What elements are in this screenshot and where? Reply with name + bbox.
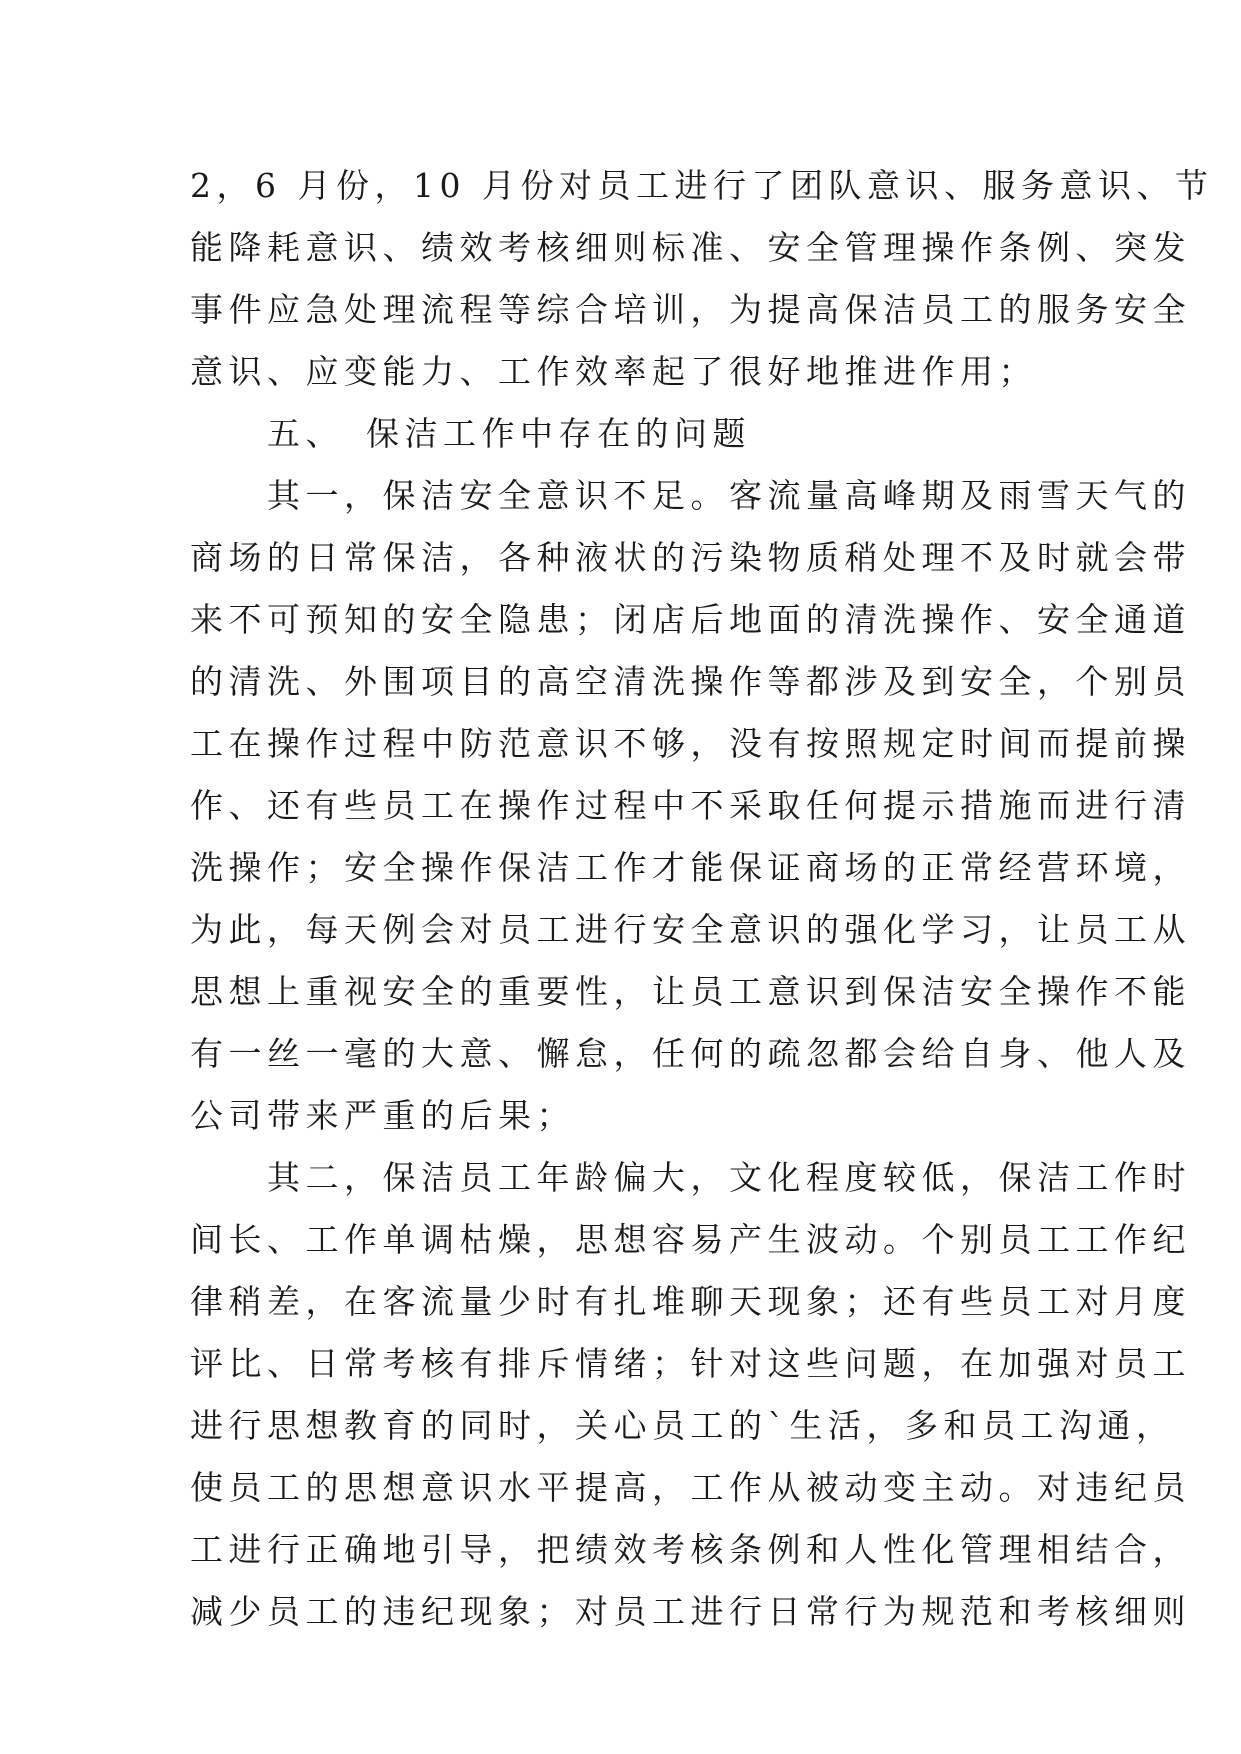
text-line: 意识、应变能力、工作效率起了很好地推进作用； [190, 352, 1037, 391]
text-line: 洗操作；安全操作保洁工作才能保证商场的正常经营环境， [190, 848, 1191, 887]
text-line: 减少员工的违纪现象；对员工进行日常行为规范和考核细则 [190, 1592, 1191, 1631]
text-line: 使员工的思想意识水平提高，工作从被动变主动。对违纪员 [190, 1468, 1191, 1507]
text-line: 公司带来严重的后果； [190, 1096, 575, 1135]
text-line: 作、还有些员工在操作过程中不采取任何提示措施而进行清 [190, 786, 1191, 825]
text-line: 进行思想教育的同时，关心员工的`生活，多和员工沟通， [190, 1406, 1175, 1445]
text-line: 思想上重视安全的重要性，让员工意识到保洁安全操作不能 [190, 972, 1191, 1011]
text-line: 工进行正确地引导，把绩效考核条例和人性化管理相结合， [190, 1530, 1191, 1569]
text-line: 评比、日常考核有排斥情绪；针对这些问题，在加强对员工 [190, 1344, 1191, 1383]
text-line: 其二，保洁员工年龄偏大，文化程度较低，保洁工作时 [190, 1158, 1191, 1197]
text-line: 事件应急处理流程等综合培训，为提高保洁员工的服务安全 [190, 290, 1191, 329]
text-line: 其一，保洁安全意识不足。客流量高峰期及雨雪天气的 [190, 476, 1191, 515]
text-line: 律稍差，在客流量少时有扎堆聊天现象；还有些员工对月度 [190, 1282, 1191, 1321]
text-line: 2，6 月份，10 月份对员工进行了团队意识、服务意识、节 [190, 166, 1214, 205]
text-line: 商场的日常保洁，各种液状的污染物质稍处理不及时就会带 [190, 538, 1191, 577]
text-line: 为此，每天例会对员工进行安全意识的强化学习，让员工从 [190, 910, 1191, 949]
text-line: 来不可预知的安全隐患；闭店后地面的清洗操作、安全通道 [190, 600, 1191, 639]
text-line: 工在操作过程中防范意识不够，没有按照规定时间而提前操 [190, 724, 1191, 763]
section-heading: 五、 保洁工作中存在的问题 [190, 414, 751, 453]
text-line: 能降耗意识、绩效考核细则标准、安全管理操作条例、突发 [190, 228, 1191, 267]
text-line: 的清洗、外围项目的高空清洗操作等都涉及到安全，个别员 [190, 662, 1191, 701]
document-body [190, 155, 1214, 1643]
text-line: 间长、工作单调枯燥，思想容易产生波动。个别员工工作纪 [190, 1220, 1191, 1259]
text-line: 有一丝一毫的大意、懈怠，任何的疏忽都会给自身、他人及 [190, 1034, 1191, 1073]
